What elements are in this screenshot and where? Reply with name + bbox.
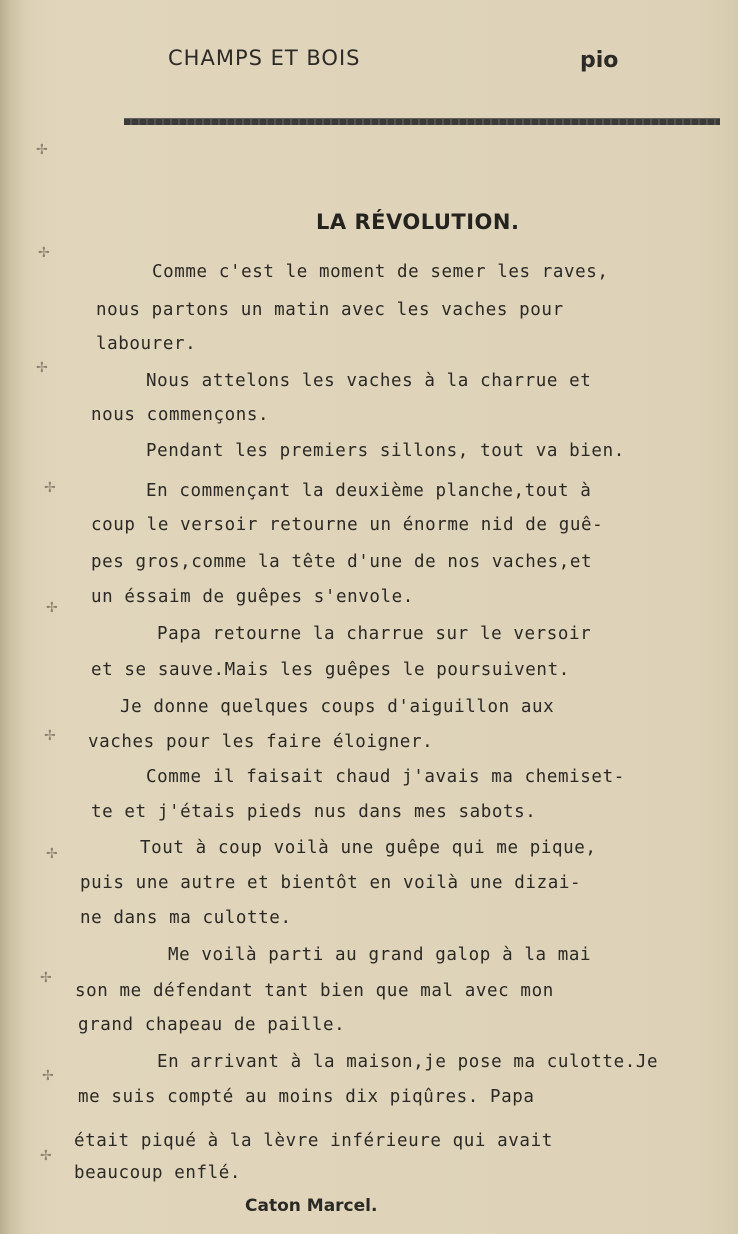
text-line: nous partons un matin avec les vaches pour xyxy=(96,300,564,320)
text-line: Je donne quelques coups d'aiguillon aux xyxy=(120,697,555,717)
text-line: ne dans ma culotte. xyxy=(80,908,292,928)
journal-title: CHAMPS ET BOIS xyxy=(168,46,361,70)
binding-hole-icon: ✢ xyxy=(46,846,58,862)
text-line: En commençant la deuxième planche,tout à xyxy=(146,481,592,501)
author-signature: Caton Marcel. xyxy=(245,1196,378,1216)
text-line: Comme il faisait chaud j'avais ma chemiset- xyxy=(146,767,625,787)
text-line: grand chapeau de paille. xyxy=(78,1015,346,1035)
header-rule xyxy=(124,118,720,125)
binding-hole-icon: ✢ xyxy=(36,360,48,376)
text-line: beaucoup enflé. xyxy=(74,1163,242,1183)
text-line: un éssaim de guêpes s'envole. xyxy=(91,587,414,607)
text-line: vaches pour les faire éloigner. xyxy=(88,732,434,752)
binding-hole-icon: ✢ xyxy=(42,1068,54,1084)
text-line: Me voilà parti au grand galop à la mai xyxy=(168,945,592,965)
binding-hole-icon: ✢ xyxy=(44,480,56,496)
binding-hole-icon: ✢ xyxy=(38,245,50,261)
binding-hole-icon: ✢ xyxy=(40,970,52,986)
text-line: En arrivant à la maison,je pose ma culotte.Je xyxy=(157,1052,659,1072)
binding-hole-icon: ✢ xyxy=(40,1148,52,1164)
text-line: Nous attelons les vaches à la charrue et xyxy=(146,371,592,391)
binding-hole-icon: ✢ xyxy=(46,600,58,616)
text-line: nous commençons. xyxy=(91,405,270,425)
binding-hole-icon: ✢ xyxy=(44,728,56,744)
page-edge xyxy=(0,0,22,1234)
text-line: Papa retourne la charrue sur le versoir xyxy=(157,624,592,644)
page-number: pio xyxy=(580,48,619,73)
text-line: Pendant les premiers sillons, tout va bien. xyxy=(146,441,625,461)
binding-hole-icon: ✢ xyxy=(36,142,48,158)
page-header xyxy=(0,42,738,78)
text-line: était piqué à la lèvre inférieure qui avait xyxy=(74,1131,553,1151)
text-line: et se sauve.Mais les guêpes le poursuivent. xyxy=(91,660,570,680)
article-title: LA RÉVOLUTION. xyxy=(316,210,520,234)
text-line: Comme c'est le moment de semer les raves, xyxy=(152,262,609,282)
text-line: me suis compté au moins dix piqûres. Papa xyxy=(78,1087,535,1107)
text-line: Tout à coup voilà une guêpe qui me pique, xyxy=(140,838,597,858)
text-line: puis une autre et bientôt en voilà une dizai- xyxy=(80,873,582,893)
text-line: te et j'étais pieds nus dans mes sabots. xyxy=(91,802,537,822)
text-line: pes gros,comme la tête d'une de nos vaches,et xyxy=(91,552,593,572)
text-line: son me défendant tant bien que mal avec mon xyxy=(75,981,554,1001)
text-line: labourer. xyxy=(96,334,197,354)
text-line: coup le versoir retourne un énorme nid de guê- xyxy=(91,515,604,535)
